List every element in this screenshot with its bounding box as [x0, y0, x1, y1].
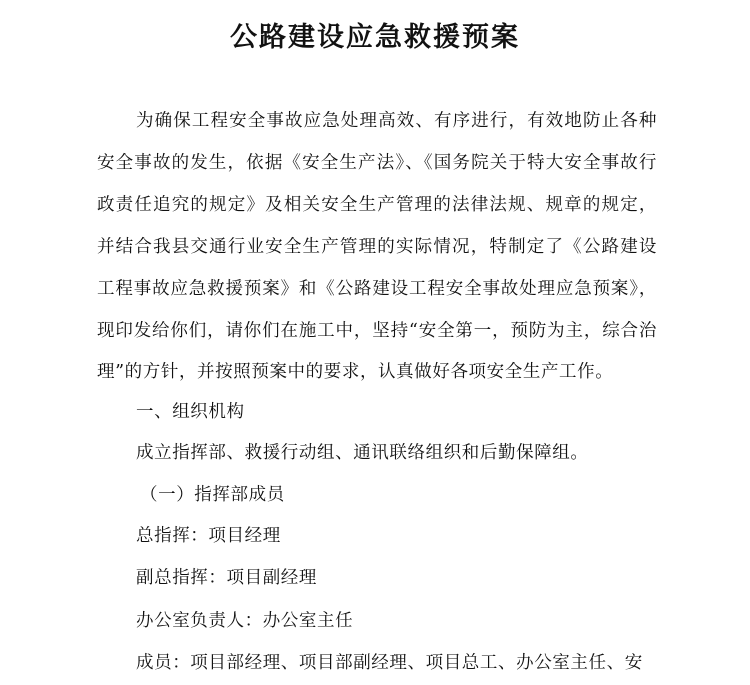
commander-line: 总指挥：项目经理 [136, 526, 281, 546]
deputy-commander-line: 副总指挥：项目副经理 [136, 568, 317, 588]
document-title: 公路建设应急救援预案 [230, 22, 520, 53]
members-line: 成员：项目部经理、项目部副经理、项目总工、办公室主任、安 [136, 653, 643, 673]
section-text-organization: 成立指挥部、救援行动组、通讯联络组织和后勤保障组。 [136, 443, 589, 463]
intro-paragraph: 为确保工程安全事故应急处理高效、有序进行，有效地防止各种安全事故的发生，依据《安全生产法》、《国务院关于特大安全事故行政责任追究的规定》及相关安全生产管理的法律法规、规章的规定，并结合我县交通行业安全生产管理的实际情况，特制定了《公路建设工程事故应急救援预案》和《公路建设工程安全事故处理应急预案》，现印发给你们，请你们在施工中，坚持“安全第一，预防为主，综合治理”的方针，并按照预案中的要求，认真做好各项安全生产工作。 [97, 111, 657, 383]
office-lead-line: 办公室负责人：办公室主任 [136, 611, 354, 631]
subsection-heading-command: （一）指挥部成员 [140, 485, 285, 505]
section-heading-organization: 一、组织机构 [136, 402, 245, 422]
